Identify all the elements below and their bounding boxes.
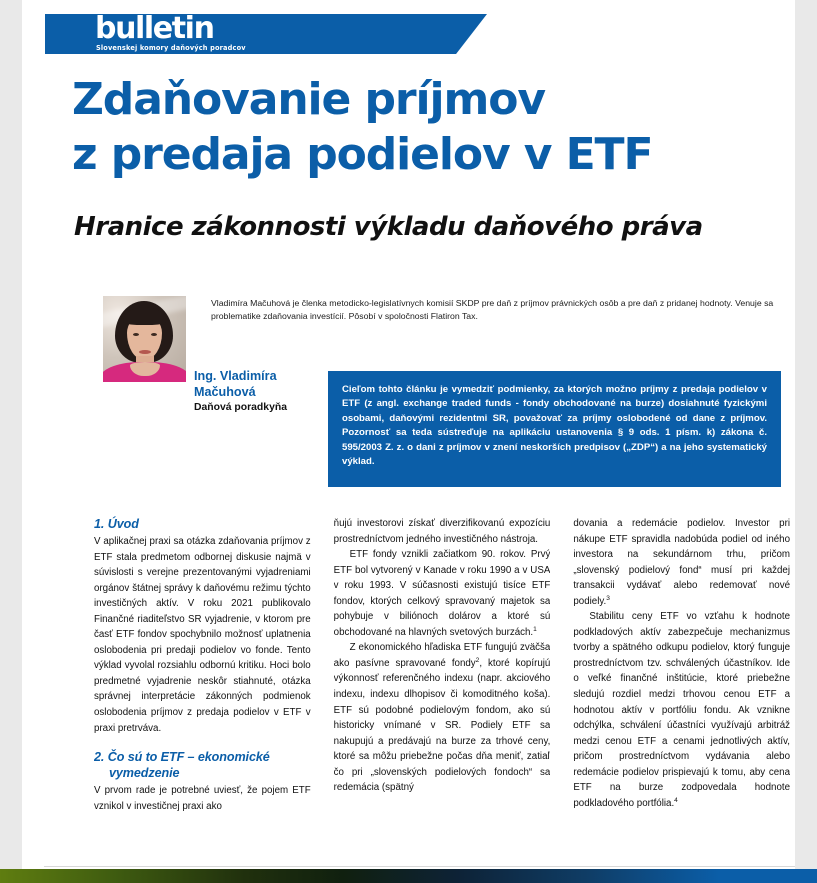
column-3-paragraph-1 — [573, 516, 790, 609]
article-abstract-box — [328, 371, 781, 487]
masthead-subtitle: Slovenskej komory daňových poradcov — [96, 44, 246, 52]
footnote-ref-2: 2 — [475, 656, 480, 664]
article-body-columns — [94, 516, 790, 876]
author-portrait-photo — [103, 296, 186, 382]
author-name-line-1: Ing. Vladimíra — [194, 369, 277, 383]
body-column-3 — [573, 516, 790, 876]
masthead-wordmark: bulletin — [95, 11, 214, 46]
portrait-eye-left — [133, 333, 139, 336]
author-name-line-2: Mačuhová — [194, 384, 256, 399]
masthead-banner — [45, 11, 487, 54]
footnote-ref-3: 3 — [606, 594, 610, 602]
page-right-gutter — [795, 0, 817, 883]
footnote-ref-4: 4 — [674, 796, 678, 804]
column-2-paragraph-1: ňujú investorovi získať diverzifikovanú expozíciu prostredníctvom jedného investičného nástroja. — [333, 518, 551, 545]
body-column-2 — [334, 516, 551, 876]
headline-line-2: z predaja podielov v ETF — [72, 129, 653, 180]
section-heading-1: 1. Úvod — [94, 517, 139, 531]
column-3-paragraph-2 — [573, 609, 790, 811]
column-3-paragraph-2-text: Stabilitu ceny ETF vo vzťahu k hodnote podkladových aktív zabezpečuje mechanizmus tvorby a spätného odkupu podielov, ktorý funguje prostredníctvom tzv. schválených účastníkov. Ide o veľké finančné inštitúcie, ktoré priebežne sledujú rozdiel medzi trhovou cenou ETF a hodnotou aktív v portfóliu fondu. Ak vznikne odchýlka, schválení účastníci využívajú arbitráž medzi cenou ETF a cenami jednotlivých aktív, pričom prostredníctvom vydávania alebo redemácie podielov prispievajú k tomu, aby cena ETF na burze zodpovedala hodnote podkladového portfólia. — [573, 611, 791, 809]
column-2-paragraph-3-text-b: , ktoré kopírujú výkonnosť referenčného indexu (napr. akciového indexu, indexu dlhopisov či komoditného koša). ETF sú podobné podielovým fondom, ako sú historicky vnímané v SR. Podiely ETF sa nakupujú a predávajú na burze za trhové ceny, ktoré sa môžu priebežne počas dňa meniť, zatiaľ čo pri „slovenských podielových fondoch“ sa redemácia (spätný — [333, 657, 551, 794]
body-column-1 — [94, 516, 311, 876]
page-footer-bar — [0, 869, 817, 883]
article-headline — [72, 72, 772, 182]
footnote-ref-1: 1 — [533, 625, 537, 633]
section-heading-2-line-1: 2. Čo sú to ETF – ekonomické — [94, 750, 270, 765]
section-heading-2 — [94, 749, 311, 781]
section-heading-2-line-2: vymedzenie — [109, 766, 180, 781]
author-name — [194, 369, 324, 400]
author-role: Daňová poradkyňa — [194, 402, 287, 413]
portrait-lips — [139, 350, 151, 354]
article-subheadline: Hranice zákonnosti výkladu daňového práva — [74, 212, 703, 242]
paragraph-spacer — [94, 736, 311, 749]
column-2-paragraph-3-text-a: Z ekonomického hľadiska ETF fungujú zväčša ako pasívne spravované fondy — [333, 642, 551, 669]
document-page — [22, 0, 795, 876]
column-1-paragraph-2: V prvom rade je potrebné uviesť, že pojem ETF vznikol v investičnej praxi ako — [94, 785, 311, 812]
author-bio-text: Vladimíra Mačuhová je členka metodicko-legislatívnych komisií SKDP pre daň z príjmov právnických osôb a pre daň z pridanej hodnoty. Venuje sa problematike zdaňovania investícií. Pôsobí v spoločnosti Flatiron Tax. — [211, 298, 774, 322]
portrait-eye-right — [151, 333, 157, 336]
headline-line-1: Zdaňovanie príjmov — [72, 74, 545, 125]
column-1-paragraph-1: V aplikačnej praxi sa otázka zdaňovania príjmov z ETF stala predmetom odbornej diskusie najmä v súvislosti s verejne prezentovanými vyjadreniami orgánov štátnej správy k daňovému režimu týchto investičných aktív. V roku 2021 publikovalo Finančné riaditeľstvo SR vyjadrenie, v ktorom pre časť ETF fondov spochybnilo možnosť uplatnenia oslobodenia pri predaji podielov vo fonde. Tento výklad vyvolal rozsiahlu odbornú kritiku. Hoci bolo predmetné vyjadrenie neskôr stiahnuté, otázka správnej interpretácie zákonných podmienok oslobodenia príjmov z predaja podielov v ETF v praxi pretrváva. — [94, 536, 311, 734]
column-2-paragraph-2-text: ETF fondy vznikli začiatkom 90. rokov. Prvý ETF bol vytvorený v Kanade v roku 1990 a v USA v roku 1993. V súčasnosti existujú tisíce ETF fondov, ktorých celkový spravovaný majetok sa pohybuje v biliónoch dolárov a ktoré sú obchodované na hlavných svetových burzách. — [333, 549, 551, 638]
column-3-paragraph-1-text: dovania a redemácie podielov. Investor pri nákupe ETF spravidla nadobúda podiel od iného investora na sekundárnom trhu, pričom „slovenský podielový fond“ musí pri každej transakcii vydávať alebo redemovať nové podiely. — [573, 518, 791, 607]
abstract-text: Cieľom tohto článku je vymedziť podmienky, za ktorých možno príjmy z predaja podielov v ETF (z angl. exchange traded funds - fondy obchodované na burze) dosiahnuté fyzickými osobami, daňovými rezidentmi SR, považovať za príjmy oslobodené od dane z príjmov. Pozornosť sa teda sústreďuje na aplikáciu ustanovenia § 9 ods. 1 písm. k) zákona č. 595/2003 Z. z. o dani z príjmov v znení neskorších predpisov („ZDP“) a na jeho systematický výklad. — [342, 384, 767, 468]
column-2-paragraph-2 — [334, 547, 551, 640]
column-2-paragraph-3 — [334, 640, 551, 795]
